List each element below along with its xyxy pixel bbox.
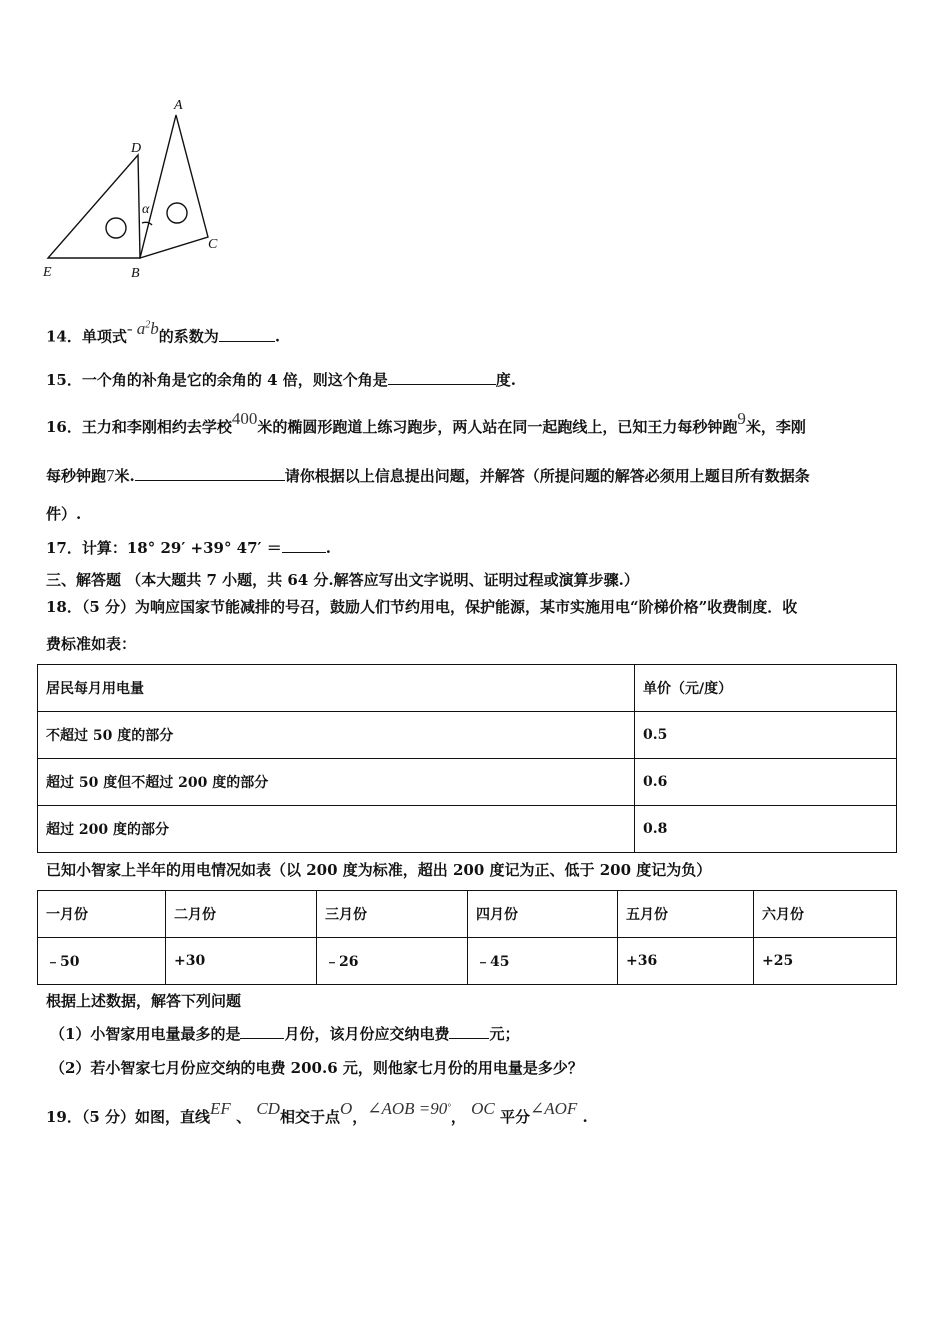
q16-question-blank[interactable] <box>135 466 285 481</box>
table-row <box>38 759 897 806</box>
table-cell: +30 <box>166 938 317 985</box>
q16-line2c: 请你根据以上信息提出问题，并解答（所提问题的解答必须用上题目所有数据条 <box>284 467 810 485</box>
sub1-fee-blank[interactable] <box>449 1024 489 1039</box>
table-header-cell: 二月份 <box>166 891 317 938</box>
question-16-line3 <box>46 504 81 524</box>
q19-sep1: 、 <box>236 1108 252 1126</box>
question-19 <box>46 1099 588 1127</box>
q14-end: . <box>274 327 281 346</box>
triangle-hole-right <box>167 203 187 223</box>
after-table-text <box>46 991 241 1011</box>
triangle-dbe <box>48 155 140 258</box>
q14-prefix: 14．单项式 <box>46 327 127 346</box>
q16-part1: 16．王力和李刚相约去学校 <box>46 418 232 436</box>
q19-angle-aob: ∠AOB =90 <box>367 1099 448 1118</box>
usage-table <box>37 890 897 985</box>
sub1-c: 元； <box>489 1025 520 1043</box>
table-row <box>38 712 897 759</box>
sub2-text: （2）若小智家七月份应交纳的电费 200.6 元，则他家七月份的用电量是多少？ <box>50 1059 583 1077</box>
table-header-cell: 五月份 <box>618 891 754 938</box>
q19-EF: EF <box>210 1099 231 1118</box>
q14-answer-blank[interactable] <box>219 327 275 342</box>
table-header-cell: 单价（元/度） <box>635 665 897 712</box>
q14-suffix: 的系数为 <box>158 327 219 346</box>
q19-O: O <box>339 1099 353 1118</box>
q19-mid: 相交于点 <box>279 1108 340 1126</box>
q15-text: 15．一个角的补角是它的余角的 4 倍，则这个角是 <box>46 371 388 389</box>
q16-part2: 米的椭圆形跑道上练习跑步，两人站在同一起跑线上，已知王力每秒钟跑 <box>257 418 738 436</box>
q19-angle-aof: ∠AOF <box>530 1099 578 1118</box>
table-cell: ﹣45 <box>468 938 618 985</box>
q17-text: 17．计算：18° 29′ +39° 47′ ＝ <box>46 539 282 557</box>
q14-math-sign: - <box>126 318 133 338</box>
sub1-month-blank[interactable] <box>240 1024 284 1039</box>
angle-alpha-arc <box>142 222 152 225</box>
q19-end: . <box>582 1108 588 1126</box>
table-cell: 超过 200 度的部分 <box>38 806 635 853</box>
q16-num-400: 400 <box>231 409 258 428</box>
question-17 <box>46 538 331 558</box>
table-cell: 超过 50 度但不超过 200 度的部分 <box>38 759 635 806</box>
label-C: C <box>208 237 218 252</box>
question-16-line1 <box>46 409 806 437</box>
table-cell: ﹣50 <box>38 938 166 985</box>
table-header-cell: 一月份 <box>38 891 166 938</box>
label-D: D <box>131 141 142 156</box>
q19-comma2: ， <box>450 1108 466 1126</box>
table-row <box>38 665 897 712</box>
table-row <box>38 938 897 985</box>
q19-prefix: 19．（5 分）如图，直线 <box>46 1108 211 1126</box>
question-18-line1 <box>46 597 797 617</box>
q14-math <box>127 319 159 338</box>
q15-end: 度. <box>495 371 516 389</box>
table-row <box>38 806 897 853</box>
table-row <box>38 891 897 938</box>
q16-line2b: 米. <box>114 467 135 485</box>
sub1-b: 月份，该月份应交纳电费 <box>284 1025 450 1043</box>
q14-math-a: a <box>136 318 146 338</box>
table-header-cell: 四月份 <box>468 891 618 938</box>
q19-comma1: ， <box>352 1108 368 1126</box>
q16-line2a: 每秒钟跑 <box>46 467 107 485</box>
sub-question-1 <box>50 1024 519 1044</box>
section-3-header <box>46 570 639 590</box>
q16-num-9: 9 <box>737 409 746 428</box>
label-E: E <box>43 265 52 280</box>
q19-bisect: 平分 <box>499 1108 530 1126</box>
triangle-abc <box>140 115 208 258</box>
after-table: 根据上述数据，解答下列问题 <box>46 992 242 1010</box>
table-header-cell: 六月份 <box>754 891 897 938</box>
question-16-line2 <box>46 466 810 486</box>
table-cell: 不超过 50 度的部分 <box>38 712 635 759</box>
label-B: B <box>131 266 140 281</box>
triangle-figure <box>40 95 230 285</box>
q18-line2: 费标准如表： <box>46 635 137 653</box>
q17-end: . <box>325 539 331 557</box>
table-header-cell: 三月份 <box>317 891 468 938</box>
q14-math-exp: 2 <box>145 319 151 330</box>
q19-degree: ° <box>447 1102 451 1112</box>
question-14 <box>46 318 281 347</box>
table-cell: +25 <box>754 938 897 985</box>
section-3-text: 三、解答题 （本大题共 7 小题，共 64 分.解答应写出文字说明、证明过程或演算步骤.） <box>46 571 639 589</box>
question-18-line2 <box>46 634 136 654</box>
label-A: A <box>174 98 183 113</box>
table2-intro <box>46 860 711 880</box>
table-cell: 0.6 <box>635 759 897 806</box>
table-cell: +36 <box>618 938 754 985</box>
q17-answer-blank[interactable] <box>282 538 326 553</box>
q19-CD: CD <box>256 1099 280 1118</box>
table-cell: ﹣26 <box>317 938 468 985</box>
q14-math-b: b <box>150 318 159 338</box>
label-alpha: α <box>142 202 150 217</box>
q15-answer-blank[interactable] <box>388 370 496 385</box>
table2-intro-text: 已知小智家上半年的用电情况如表（以 200 度为标准，超出 200 度记为正、低于 200 度记为负） <box>46 861 712 879</box>
price-table <box>37 664 897 853</box>
sub1-a: （1）小智家用电量最多的是 <box>50 1025 241 1043</box>
q16-line3: 件）. <box>46 505 82 523</box>
q18-line1: 18．（5 分）为响应国家节能减排的号召，鼓励人们节约用电，保护能源，某市实施用电“阶梯价格”收费制度．收 <box>46 598 798 616</box>
q16-num-7: 7 <box>106 466 115 485</box>
table-header-cell: 居民每月用电量 <box>38 665 635 712</box>
table-cell: 0.5 <box>635 712 897 759</box>
q19-OC: OC <box>471 1099 495 1118</box>
q16-part3: 米，李刚 <box>745 418 806 436</box>
question-15 <box>46 370 516 390</box>
table-cell: 0.8 <box>635 806 897 853</box>
triangle-hole-left <box>106 218 126 238</box>
sub-question-2 <box>50 1058 583 1078</box>
